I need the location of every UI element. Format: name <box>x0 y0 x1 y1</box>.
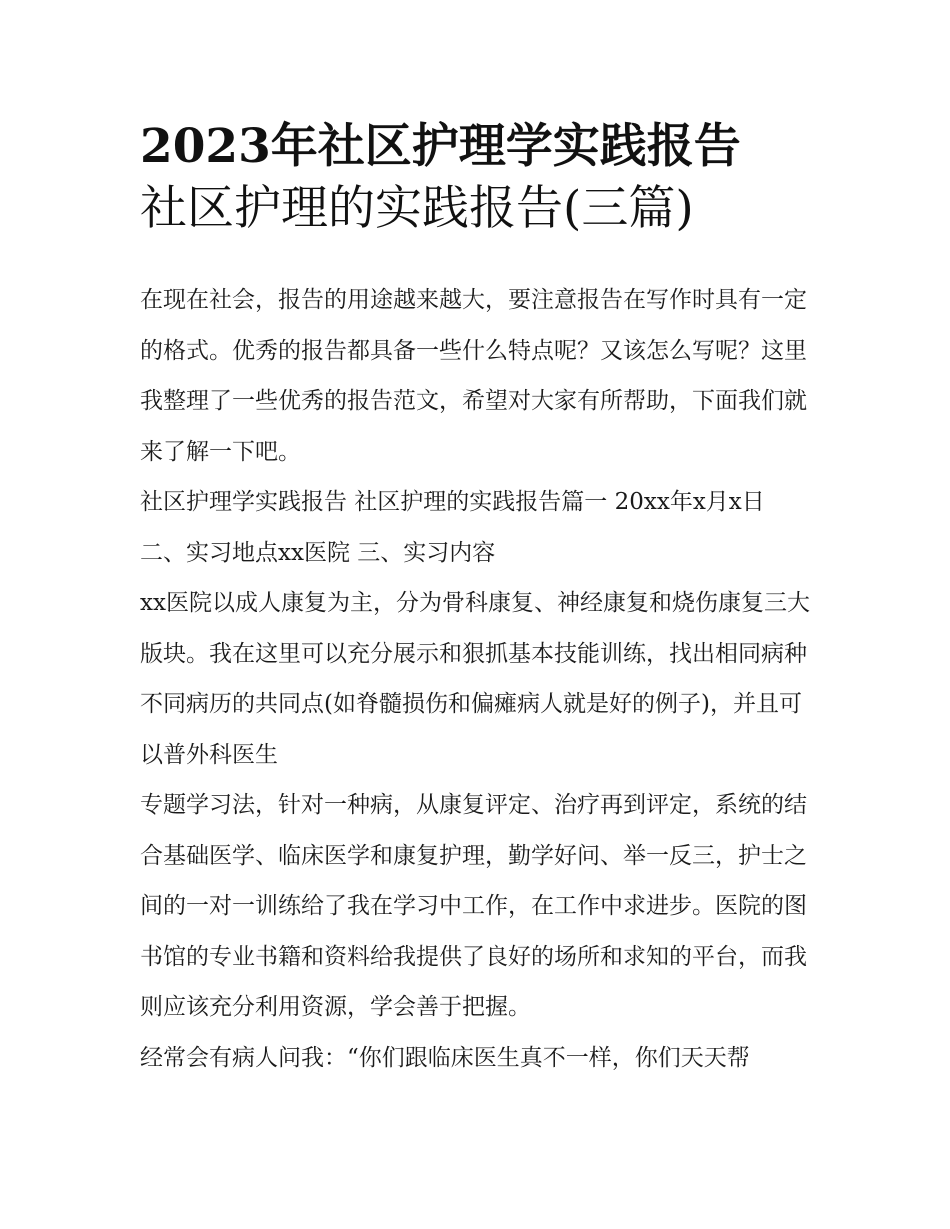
document-title <box>140 116 840 240</box>
paragraph-study-method: 专题学习法，针对一种病，从康复评定、治疗再到评定，系统的结合基础医学、临床医学和康复护理，勤学好问、举一反三，护士之间的一对一训练给了我在学习中工作，在工作中求进步。医院的图书馆的专业书籍和资料给我提供了良好的场所和求知的平台，而我则应该充分利用资源，学会善于把握。 <box>140 792 807 1020</box>
document-body <box>140 275 812 1083</box>
title-line-1: 2023年社区护理学实践报告 <box>140 119 741 174</box>
paragraph-patient-quote: 经常会有病人问我：“你们跟临床医生真不一样，你们天天帮 <box>140 1044 750 1071</box>
title-line-2: 社区护理的实践报告(三篇) <box>140 181 694 236</box>
paragraph-hospital: xx医院以成人康复为主，分为骨科康复、神经康复和烧伤康复三大版块。我在这里可以充分展示和狠抓基本技能训练，找出相同病种不同病历的共同点(如脊髓损伤和偏瘫病人就是好的例子)，并且可以普外科医生 <box>140 590 810 768</box>
paragraph-heading-info: 社区护理学实践报告 社区护理的实践报告篇一 20xx年x月x日 二、实习地点xx医院 三、实习内容 <box>140 489 765 566</box>
paragraph-intro: 在现在社会，报告的用途越来越大，要注意报告在写作时具有一定的格式。优秀的报告都具备一些什么特点呢？又该怎么写呢？这里我整理了一些优秀的报告范文，希望对大家有所帮助，下面我们就来了解一下吧。 <box>140 287 807 465</box>
